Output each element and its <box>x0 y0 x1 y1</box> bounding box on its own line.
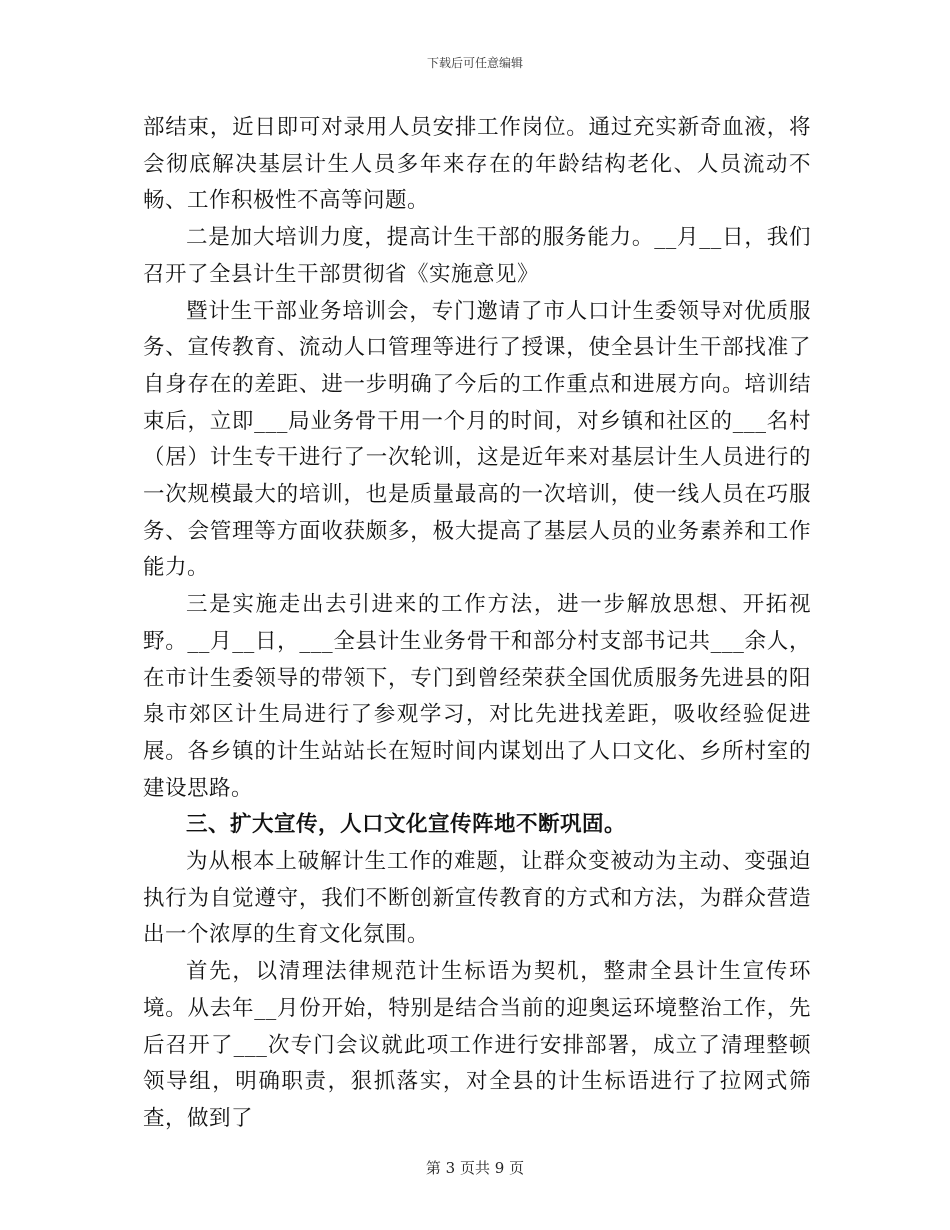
document-body <box>143 110 811 1138</box>
paragraph: 二是加大培训力度，提高计生干部的服务能力。__月__日，我们召开了全县计生干部贯彻省《实施意见》 <box>143 225 811 287</box>
paragraph: 三是实施走出去引进来的工作方法，进一步解放思想、开拓视野。__月__日，___全县计生业务骨干和部分村支部书记共___余人，在市计生委领导的带领下，专门到曾经荣获全国优质服务先进县的阳泉市郊区计生局进行了参观学习，对比先进找差距，吸收经验促进展。各乡镇的计生站站长在短时间内谋划出了人口文化、乡所村室的建设思路。 <box>143 592 811 801</box>
paragraph: 首先，以清理法律规范计生标语为契机，整肃全县计生宣传环境。从去年__月份开始，特别是结合当前的迎奥运环境整治工作，先后召开了___次专门会议就此项工作进行安排部署，成立了清理整顿领导组，明确职责，狠抓落实，对全县的计生标语进行了拉网式筛查，做到了 <box>143 959 811 1131</box>
page-header: 下载后可任意编辑 <box>426 56 523 70</box>
section-heading: 三、扩大宣传，人口文化宣传阵地不断巩固。 <box>186 812 627 838</box>
paragraph: 为从根本上破解计生工作的难题，让群众变被动为主动、变强迫执行为自觉遵守，我们不断创新宣传教育的方式和方法，为群众营造出一个浓厚的生育文化氛围。 <box>143 849 811 948</box>
page-footer: 第 3 页共 9 页 <box>425 1159 525 1177</box>
paragraph: 暨计生干部业务培训会，专门邀请了市人口计生委领导对优质服务、宣传教育、流动人口管理等进行了授课，使全县计生干部找准了自身存在的差距、进一步明确了今后的工作重点和进展方向。培训结束后，立即___局业务骨干用一个月的时间，对乡镇和社区的___名村（居）计生专干进行了一次轮训，这是近年来对基层计生人员进行的一次规模最大的培训，也是质量最高的一次培训，使一线人员在巧服务、会管理等方面收获颇多，极大提高了基层人员的业务素养和工作能力。 <box>143 298 811 581</box>
paragraph: 部结束，近日即可对录用人员安排工作岗位。通过充实新奇血液，将会彻底解决基层计生人员多年来存在的年龄结构老化、人员流动不畅、工作积极性不高等问题。 <box>143 115 811 214</box>
